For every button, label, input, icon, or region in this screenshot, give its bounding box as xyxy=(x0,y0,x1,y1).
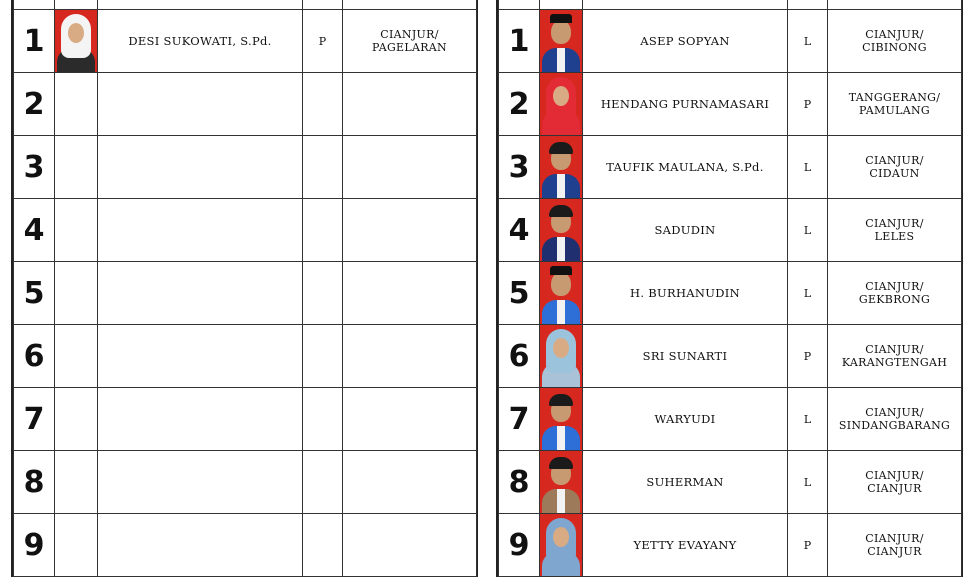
candidate-name xyxy=(98,199,303,262)
candidate-name: SRI SUNARTI xyxy=(583,325,788,388)
right-candidate-table xyxy=(496,0,963,577)
table-row xyxy=(499,325,962,388)
table-header-row xyxy=(14,0,477,10)
candidate-sex: P xyxy=(788,73,828,136)
candidate-number: 9 xyxy=(14,514,55,577)
candidate-number: 6 xyxy=(499,325,540,388)
table-row xyxy=(499,199,962,262)
photo-cell xyxy=(540,514,583,577)
candidate-number: 4 xyxy=(499,199,540,262)
candidate-name xyxy=(98,388,303,451)
candidate-name: YETTY EVAYANY xyxy=(583,514,788,577)
candidate-name xyxy=(98,262,303,325)
candidate-address xyxy=(828,136,962,199)
candidate-address xyxy=(828,199,962,262)
address-line-2: KARANGTENGAH xyxy=(841,356,948,369)
candidate-number: 4 xyxy=(14,199,55,262)
address-line-1: CIANJUR/ xyxy=(865,532,924,545)
candidate-sex xyxy=(303,262,343,325)
candidate-photo xyxy=(540,10,582,72)
address-line-2: CIBINONG xyxy=(862,41,927,54)
candidate-sex: P xyxy=(788,514,828,577)
candidate-sex xyxy=(303,325,343,388)
address-line-2: PAGELARAN xyxy=(372,41,447,54)
table-row xyxy=(14,10,477,73)
address-line-2: LELES xyxy=(874,230,915,243)
candidate-address xyxy=(828,262,962,325)
candidate-sex xyxy=(303,136,343,199)
candidate-address xyxy=(343,451,477,514)
candidate-address xyxy=(828,451,962,514)
address-line-1: CIANJUR/ xyxy=(865,406,924,419)
candidate-name: ASEP SOPYAN xyxy=(583,10,788,73)
table-row xyxy=(14,136,477,199)
candidate-name: SADUDIN xyxy=(583,199,788,262)
candidate-number: 5 xyxy=(14,262,55,325)
table-row xyxy=(14,262,477,325)
candidate-photo xyxy=(540,388,582,450)
candidate-number: 7 xyxy=(499,388,540,451)
candidate-address xyxy=(343,136,477,199)
candidate-photo xyxy=(540,262,582,324)
candidate-name xyxy=(98,73,303,136)
candidate-sex: L xyxy=(788,388,828,451)
photo-cell xyxy=(55,10,98,73)
photo-cell xyxy=(55,262,98,325)
photo-cell xyxy=(55,73,98,136)
photo-cell xyxy=(55,451,98,514)
table-row xyxy=(14,325,477,388)
candidate-photo xyxy=(55,10,97,72)
candidate-name: H. BURHANUDIN xyxy=(583,262,788,325)
candidate-number: 1 xyxy=(14,10,55,73)
table-header-row xyxy=(499,0,962,10)
address-line-1: CIANJUR/ xyxy=(865,217,924,230)
table-row xyxy=(499,388,962,451)
photo-cell xyxy=(540,10,583,73)
candidate-name: HENDANG PURNAMASARI xyxy=(583,73,788,136)
candidate-photo xyxy=(540,451,582,513)
candidate-number: 9 xyxy=(499,514,540,577)
candidate-sex xyxy=(303,514,343,577)
table-row xyxy=(14,199,477,262)
candidate-name xyxy=(98,451,303,514)
candidate-number: 8 xyxy=(14,451,55,514)
candidate-number: 2 xyxy=(14,73,55,136)
sex-column-header xyxy=(788,0,828,10)
candidate-address xyxy=(343,10,477,73)
photo-cell xyxy=(55,388,98,451)
candidate-address xyxy=(343,325,477,388)
candidate-sex: P xyxy=(303,10,343,73)
address-line-1: CIANJUR/ xyxy=(865,343,924,356)
candidate-sex xyxy=(303,388,343,451)
address-line-1: CIANJUR/ xyxy=(380,28,439,41)
photo-cell xyxy=(55,325,98,388)
candidate-photo xyxy=(540,73,582,135)
table-row xyxy=(14,73,477,136)
candidate-address xyxy=(343,514,477,577)
candidate-address xyxy=(828,325,962,388)
table-row xyxy=(499,451,962,514)
table-row xyxy=(499,10,962,73)
table-row xyxy=(499,262,962,325)
candidate-address xyxy=(828,10,962,73)
table-row xyxy=(499,73,962,136)
candidate-name: TAUFIK MAULANA, S.Pd. xyxy=(583,136,788,199)
photo-cell xyxy=(540,199,583,262)
address-line-1: CIANJUR/ xyxy=(865,469,924,482)
candidate-address xyxy=(828,514,962,577)
candidate-number: 1 xyxy=(499,10,540,73)
candidate-sex xyxy=(303,73,343,136)
address-line-2: CIANJUR xyxy=(867,545,922,558)
address-line-2: CIDAUN xyxy=(869,167,920,180)
address-column-header xyxy=(828,0,962,10)
photo-cell xyxy=(55,514,98,577)
candidate-name xyxy=(98,514,303,577)
photo-cell xyxy=(540,73,583,136)
address-line-2: PAMULANG xyxy=(859,104,930,117)
candidate-sex xyxy=(303,451,343,514)
address-line-1: CIANJUR/ xyxy=(865,154,924,167)
table-row xyxy=(14,388,477,451)
table-row xyxy=(14,451,477,514)
table-row xyxy=(499,514,962,577)
sex-column-header xyxy=(303,0,343,10)
candidate-name xyxy=(98,136,303,199)
candidate-sex: L xyxy=(788,10,828,73)
photo-cell xyxy=(55,199,98,262)
candidate-photo xyxy=(540,199,582,261)
photo-cell xyxy=(540,325,583,388)
photo-cell xyxy=(55,136,98,199)
candidate-sex: L xyxy=(788,136,828,199)
candidate-number: 2 xyxy=(499,73,540,136)
address-line-2: SINDANGBARANG xyxy=(838,419,951,432)
candidate-name: SUHERMAN xyxy=(583,451,788,514)
photo-cell xyxy=(540,136,583,199)
candidate-photo xyxy=(540,136,582,198)
candidate-address xyxy=(343,388,477,451)
candidate-address xyxy=(828,388,962,451)
candidate-number: 5 xyxy=(499,262,540,325)
candidate-address xyxy=(343,73,477,136)
table-row xyxy=(14,514,477,577)
candidate-number: 3 xyxy=(499,136,540,199)
candidate-number: 3 xyxy=(14,136,55,199)
left-candidate-table xyxy=(11,0,478,577)
address-line-2: GEKBRONG xyxy=(858,293,931,306)
photo-cell xyxy=(540,451,583,514)
candidate-number: 6 xyxy=(14,325,55,388)
photo-cell xyxy=(540,388,583,451)
address-line-1: CIANJUR/ xyxy=(865,280,924,293)
candidate-photo xyxy=(540,514,582,576)
candidate-name: DESI SUKOWATI, S.Pd. xyxy=(98,10,303,73)
candidate-name xyxy=(98,325,303,388)
candidate-address xyxy=(343,262,477,325)
candidate-photo xyxy=(540,325,582,387)
candidate-address xyxy=(828,73,962,136)
photo-cell xyxy=(540,262,583,325)
candidate-number: 8 xyxy=(499,451,540,514)
address-line-1: TANGGERANG/ xyxy=(848,91,941,104)
address-line-1: CIANJUR/ xyxy=(865,28,924,41)
candidate-sex: L xyxy=(788,451,828,514)
candidate-sex: L xyxy=(788,199,828,262)
table-row xyxy=(499,136,962,199)
candidate-sex: P xyxy=(788,325,828,388)
candidate-address xyxy=(343,199,477,262)
candidate-sex: L xyxy=(788,262,828,325)
address-line-2: CIANJUR xyxy=(867,482,922,495)
address-column-header xyxy=(343,0,477,10)
candidate-sex xyxy=(303,199,343,262)
candidate-number: 7 xyxy=(14,388,55,451)
candidate-name: WARYUDI xyxy=(583,388,788,451)
